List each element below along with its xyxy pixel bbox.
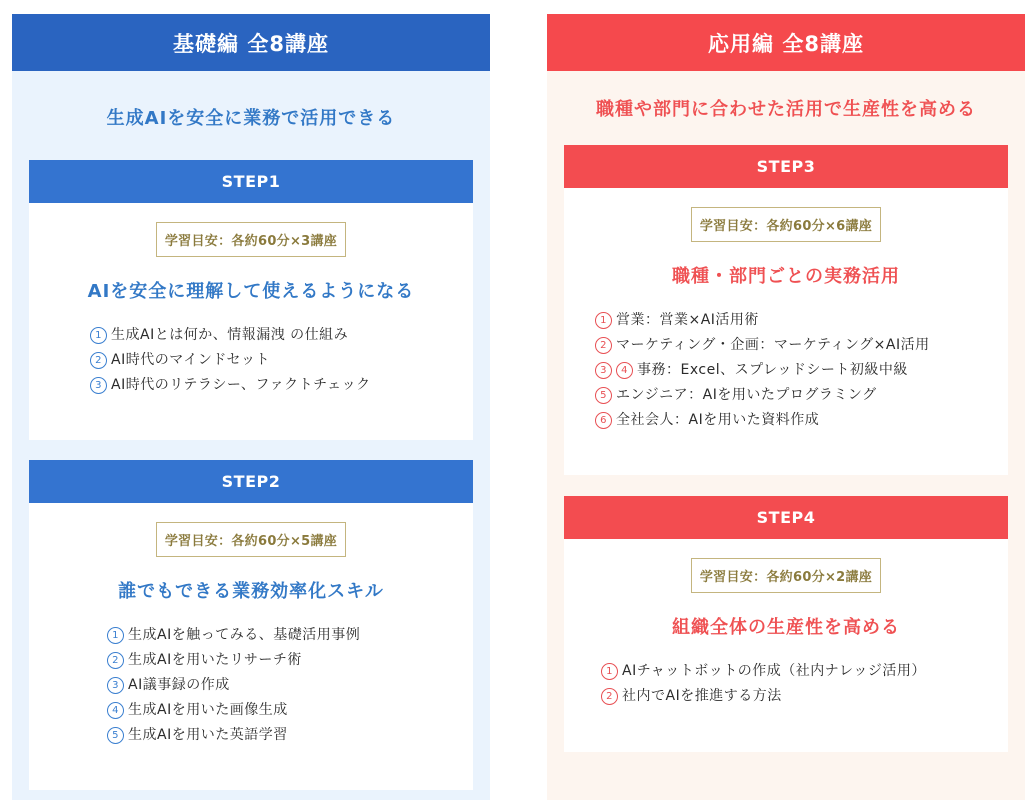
lecture-title: 事務：Excel、スプレッドシート初級中級	[637, 362, 908, 378]
lecture-title: エンジニア：AIを用いたプログラミング	[616, 387, 877, 403]
step2-lecture-list	[107, 623, 473, 748]
lecture-number-badge: 6	[595, 412, 612, 429]
lecture-item	[595, 308, 1008, 333]
step3-card	[564, 145, 1008, 475]
lecture-item	[107, 623, 473, 648]
step1-card	[29, 160, 473, 440]
lecture-number-badge: 3	[107, 677, 124, 694]
lecture-item	[107, 673, 473, 698]
lecture-title: 営業：営業×AI活用術	[616, 312, 759, 328]
lecture-number-badge: 5	[595, 387, 612, 404]
lecture-title: AI時代のリテラシー、ファクトチェック	[111, 377, 371, 393]
step3-title: 職種・部門ごとの実務活用	[672, 266, 900, 287]
lecture-title: AI時代のマインドセット	[111, 352, 271, 368]
lecture-number-badge: 2	[595, 337, 612, 354]
lecture-title: 生成AIを用いた画像生成	[128, 702, 288, 718]
step3-study-guide: 学習目安：各約60分×6講座	[691, 207, 881, 242]
lecture-title: マーケティング・企画：マーケティング×AI活用	[616, 337, 930, 353]
lecture-item	[601, 659, 1008, 684]
step1-study-guide: 学習目安：各約60分×3講座	[156, 222, 346, 257]
step4-lecture-list	[601, 659, 1008, 709]
step4-title: 組織全体の生産性を高める	[672, 617, 900, 638]
applied-course-column	[547, 14, 1025, 800]
lecture-number-badge: 4	[616, 362, 633, 379]
lecture-title: 生成AIを用いた英語学習	[128, 727, 288, 743]
lecture-number-badge: 1	[107, 627, 124, 644]
lecture-item	[90, 323, 473, 348]
basic-course-column	[12, 14, 490, 800]
lecture-title: 社内でAIを推進する方法	[622, 688, 782, 704]
lecture-number-badge: 2	[601, 688, 618, 705]
step2-title: 誰でもできる業務効率化スキル	[118, 581, 384, 602]
lecture-item	[601, 684, 1008, 709]
lecture-title: 生成AIを用いたリサーチ術	[128, 652, 302, 668]
step4-card	[564, 496, 1008, 752]
lecture-item	[107, 698, 473, 723]
lecture-item	[595, 333, 1008, 358]
lecture-number-badge: 3	[90, 377, 107, 394]
lecture-number-badge: 4	[107, 702, 124, 719]
lecture-number-badge: 2	[90, 352, 107, 369]
lecture-number-badge: 2	[107, 652, 124, 669]
step4-study-guide: 学習目安：各約60分×2講座	[691, 558, 881, 593]
lecture-item	[90, 348, 473, 373]
step1-label: STEP1	[29, 160, 473, 203]
basic-course-header: 基礎編 全8講座	[12, 14, 490, 71]
basic-course-subtitle: 生成AIを安全に業務で活用できる	[106, 108, 396, 129]
lecture-number-badge: 3	[595, 362, 612, 379]
lecture-title: 全社会人：AIを用いた資料作成	[616, 412, 820, 428]
lecture-title: 生成AIを触ってみる、基礎活用事例	[128, 627, 361, 643]
lecture-number-badge: 1	[595, 312, 612, 329]
lecture-number-badge: 1	[90, 327, 107, 344]
step4-label: STEP4	[564, 496, 1008, 539]
step1-lecture-list	[90, 323, 473, 398]
lecture-title: AIチャットボットの作成（社内ナレッジ活用）	[622, 663, 926, 679]
lecture-item	[595, 408, 1008, 433]
step1-title: AIを安全に理解して使えるようになる	[87, 281, 415, 302]
step2-card	[29, 460, 473, 790]
lecture-item	[595, 358, 1008, 383]
step3-label: STEP3	[564, 145, 1008, 188]
step3-lecture-list	[595, 308, 1008, 433]
step2-study-guide: 学習目安：各約60分×5講座	[156, 522, 346, 557]
lecture-item	[107, 723, 473, 748]
lecture-title: 生成AIとは何か、情報漏洩 の仕組み	[111, 327, 349, 343]
step2-label: STEP2	[29, 460, 473, 503]
applied-course-subtitle: 職種や部門に合わせた活用で生産性を高める	[596, 99, 976, 120]
lecture-number-badge: 5	[107, 727, 124, 744]
lecture-item	[107, 648, 473, 673]
lecture-item	[90, 373, 473, 398]
lecture-title: AI議事録の作成	[128, 677, 230, 693]
lecture-number-badge: 1	[601, 663, 618, 680]
lecture-item	[595, 383, 1008, 408]
applied-course-header: 応用編 全8講座	[547, 14, 1025, 71]
